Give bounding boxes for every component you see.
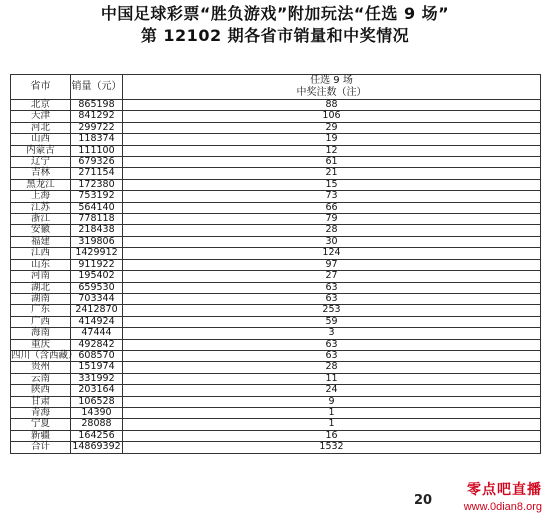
province-cell: 广东 [11,305,71,316]
winners-cell: 124 [123,248,541,259]
sales-cell: 111100 [71,145,123,156]
province-cell: 福建 [11,236,71,247]
province-cell: 湖北 [11,282,71,293]
winners-cell: 12 [123,145,541,156]
sales-cell: 164256 [71,430,123,441]
table-row [11,282,541,293]
table-row [11,259,541,270]
table-row [11,100,541,111]
sales-cell: 195402 [71,271,123,282]
table-header-row [11,75,541,100]
table-row [11,442,541,453]
province-cell: 青海 [11,407,71,418]
province-cell: 河北 [11,122,71,133]
table-row [11,362,541,373]
province-cell: 海南 [11,328,71,339]
watermark-partial-text: 20 [414,493,433,508]
sales-cell: 608570 [71,350,123,361]
sales-cell: 14869392 [72,441,121,453]
sales-cell: 865198 [71,100,123,111]
table-row [11,191,541,202]
province-cell: 宁夏 [11,419,71,430]
province-cell: 山西 [11,134,71,145]
table-row [11,145,541,156]
winners-cell: 79 [123,214,541,225]
winners-cell: 9 [123,396,541,407]
winners-cell: 29 [123,122,541,133]
sales-cell: 151974 [71,362,123,373]
sales-cell: 331992 [71,373,123,384]
table-row [11,271,541,282]
winners-cell: 28 [123,362,541,373]
province-cell: 上海 [11,191,71,202]
province-cell: 北京 [11,100,71,111]
winners-cell: 1 [123,419,541,430]
province-cell: 江西 [11,248,71,259]
sales-cell: 14390 [71,407,123,418]
winners-cell: 88 [123,100,541,111]
table-row [11,122,541,133]
header-province: 省市 [11,75,71,100]
sales-cell: 172380 [71,179,123,190]
table-row [11,305,541,316]
table-row [11,293,541,304]
winners-cell: 16 [123,430,541,441]
header-winners-line1: 任选 9 场 [310,75,353,86]
sales-cell: 778118 [71,214,123,225]
table-row [11,168,541,179]
watermark-site-name: 零点吧直播 [467,482,542,498]
winners-cell: 253 [123,305,541,316]
table-row [11,157,541,168]
winners-cell: 61 [123,157,541,168]
sales-cell: 414924 [71,316,123,327]
table-row [11,350,541,361]
province-cell: 辽宁 [11,157,71,168]
province-cell: 内蒙古 [11,145,71,156]
winners-cell: 63 [123,282,541,293]
sales-cell: 319806 [71,236,123,247]
sales-cell: 299722 [71,122,123,133]
sales-cell: 911922 [71,259,123,270]
header-winners-line2: 中奖注数（注） [296,87,367,98]
watermark-url: www.0dian8.org [463,501,542,513]
header-winners [123,75,541,100]
winners-cell: 63 [123,293,541,304]
province-cell: 浙江 [11,214,71,225]
province-cell: 合计 [11,442,71,453]
winners-cell: 63 [123,350,541,361]
table-row [11,179,541,190]
winners-cell: 19 [123,134,541,145]
document-title-line1: 中国足球彩票“胜负游戏”附加玩法“任选 9 场” [100,4,450,23]
table-row [11,396,541,407]
winners-cell: 3 [123,328,541,339]
province-cell: 河南 [11,271,71,282]
province-cell: 安徽 [11,225,71,236]
sales-cell: 659530 [71,282,123,293]
sales-cell: 271154 [71,168,123,179]
winners-cell: 73 [123,191,541,202]
table-row [11,419,541,430]
sales-cell: 703344 [71,293,123,304]
winners-cell: 28 [123,225,541,236]
table-row [11,316,541,327]
sales-cell: 106528 [71,396,123,407]
sales-cell: 564140 [71,202,123,213]
table-row [11,373,541,384]
table-row [11,430,541,441]
table-row [11,385,541,396]
document-title-line2: 第 12102 期各省市销量和中奖情况 [140,26,410,45]
table-row [11,111,541,122]
province-cell: 山东 [11,259,71,270]
table-row [11,225,541,236]
winners-cell: 24 [123,385,541,396]
province-cell: 重庆 [11,339,71,350]
sales-cell: 203164 [71,385,123,396]
winners-cell: 1 [123,407,541,418]
table-row [11,202,541,213]
sales-cell: 841292 [71,111,123,122]
sales-cell: 753192 [71,191,123,202]
table-row [11,328,541,339]
winners-cell: 59 [123,316,541,327]
province-cell: 贵州 [11,362,71,373]
table-row [11,339,541,350]
sales-cell: 28088 [71,419,123,430]
table-row [11,214,541,225]
province-cell: 天津 [11,111,71,122]
sales-cell: 47444 [71,328,123,339]
table-row [11,134,541,145]
province-cell: 四川（含西藏） [11,349,78,361]
province-cell: 陕西 [11,385,71,396]
province-cell: 黑龙江 [11,179,71,190]
table-row [11,236,541,247]
winners-cell: 97 [123,259,541,270]
winners-cell: 15 [123,179,541,190]
sales-cell: 492842 [71,339,123,350]
province-cell: 江苏 [11,202,71,213]
winners-cell: 11 [123,373,541,384]
province-cell: 吉林 [11,168,71,179]
province-cell: 新疆 [11,430,71,441]
province-cell: 甘肃 [11,396,71,407]
table-row [11,407,541,418]
header-sales: 销量（元） [71,75,123,100]
sales-cell: 118374 [71,134,123,145]
province-cell: 广西 [11,316,71,327]
province-cell: 湖南 [11,293,71,304]
sales-cell: 218438 [71,225,123,236]
winners-cell: 63 [123,339,541,350]
sales-table [10,74,541,454]
winners-cell: 106 [123,111,541,122]
table-row [11,248,541,259]
province-cell: 云南 [11,373,71,384]
table-body [11,100,541,454]
sales-cell: 2412870 [71,305,123,316]
winners-cell: 1532 [123,442,541,453]
winners-cell: 21 [123,168,541,179]
sales-cell: 679326 [71,157,123,168]
winners-cell: 30 [123,236,541,247]
winners-cell: 27 [123,271,541,282]
sales-cell: 1429912 [71,248,123,259]
winners-cell: 66 [123,202,541,213]
